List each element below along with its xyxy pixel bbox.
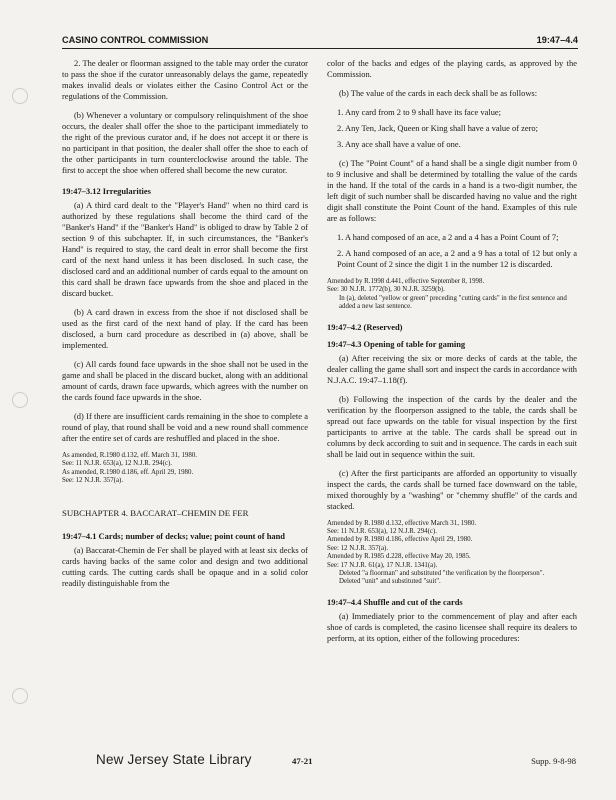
- header-title: CASINO CONTROL COMMISSION: [62, 35, 209, 45]
- punch-hole-mark: [12, 688, 28, 704]
- paragraph: 2. The dealer or floorman assigned to the table may order the curator to pass the shoe if the curator unreasonably delays the game, repeatedly makes invalid deals or violates either the Casino Control Act or the regulations of the Commission.: [62, 58, 308, 101]
- paragraph: (a) Baccarat-Chemin de Fer shall be played with at least six decks of cards having backs of the same color and design and two additional cutting cards. The cutting cards shall be opaque and in a solid color readily distinguishable from the: [62, 544, 308, 588]
- note-line: Amended by R.1980 d.186, effective April 29, 1980.: [327, 536, 473, 544]
- paragraph: (b) Following the inspection of the cards by the dealer and the verification by the floorperson assigned to the table, the cards shall be spread out face upwards on the table for visual inspection by the first participants to arrive at the table. The cards shall be spread out in columns by deck according to suit and in sequence. The cards in each suit shall be laid out in sequence within the suit.: [327, 393, 577, 459]
- note-line: Amended by R.1980 d.132, effective March 31, 1980.: [327, 519, 477, 527]
- section-heading: 19:47–4.4 Shuffle and cut of the cards: [327, 596, 463, 607]
- paragraph: (b) Whenever a voluntary or compulsory relinquishment of the shoe occurs, the dealer shall offer the shoe to the participant immediately to the right of the previous curator and, if he does not accept it or there is no participant in that position, the dealer shall offer the shoe to each of the other participants in turn counterclockwise around the table. The first to accept the shoe when offered shall become the new curator.: [62, 110, 308, 175]
- paragraph: (c) All cards found face upwards in the shoe shall not be used in the game and shall be placed in the discard bucket, along with an additional amount of cards, drawn face upwards, which agrees with the number on the cards found face upwards in the shoe.: [62, 359, 308, 402]
- paragraph: (a) After receiving the six or more decks of cards at the table, the dealer calling the game shall sort and inspect the cards in accordance with N.J.A.C. 19:47–1.18(f).: [327, 352, 577, 385]
- section-heading: 19:47–4.3 Opening of table for gaming: [327, 338, 466, 349]
- note-line: See: 12 N.J.R. 357(a).: [62, 477, 124, 485]
- section-heading: 19:47–3.12 Irregularities: [62, 186, 151, 196]
- left-column: [62, 58, 308, 597]
- library-watermark: New Jersey State Library: [96, 752, 252, 767]
- note-line: Amended by R.1985 d.228, effective May 20, 1985.: [327, 553, 471, 561]
- list-item: 2. A hand composed of an ace, a 2 and a 9 has a total of 12 but only a Point Count of 2 since the digit 1 in the number 12 is discarded.: [337, 248, 577, 269]
- note-line: See: 11 N.J.R. 653(a), 12 N.J.R. 294(c).: [327, 528, 437, 536]
- list-item: 2. Any Ten, Jack, Queen or King shall have a value of zero;: [337, 123, 538, 133]
- history-note: [62, 452, 308, 486]
- list-item: 3. Any ace shall have a value of one.: [337, 139, 461, 149]
- section-heading: 19:47–4.1 Cards; number of decks; value; point count of hand: [62, 530, 285, 541]
- page-footer: [0, 752, 616, 772]
- note-line: See: 30 N.J.R. 1772(b), 30 N.J.R. 3259(b).: [327, 286, 445, 294]
- note-line: See: 17 N.J.R. 61(a), 17 N.J.R. 1341(a).: [327, 561, 438, 569]
- paragraph: (c) The "Point Count" of a hand shall be a single digit number from 0 to 9 inclusive and shall be determined by totalling the value of the cards in the hand. If the total of the cards in a hand is a two-digit number, the left digit of such number shall be discarded having no value and the right digit shall constitute the Point Count of the hand. Examples of this rule are as follows:: [327, 158, 577, 223]
- paragraph: (b) The value of the cards in each deck shall be as follows:: [339, 88, 538, 98]
- section-heading: 19:47–4.2 (Reserved): [327, 321, 403, 332]
- note-line: Deleted "unit" and substituted "suit".: [339, 578, 441, 586]
- paragraph: color of the backs and edges of the playing cards, as approved by the Commission.: [327, 58, 577, 79]
- paragraph: (a) A third card dealt to the "Player's Hand" when no third card is authorized by these regulations shall become the third card of the "Banker's Hand" if the "Banker's Hand" is obliged to draw by Table 2 of section 9 of this subchapter. If, in such circumstances, the "Banker's Hand" is required to stay, the card dealt in error shall become the first card of the next hand unless it has been disclosed. In such case, the disclosed card and an additional number of cards equal to the amount on this card shall be drawn face upwards from the shoe and placed in the discard bucket.: [62, 200, 308, 298]
- list-item: 1. A hand composed of an ace, a 2 and a 4 has a Point Count of 7;: [337, 232, 559, 242]
- subchapter-heading: SUBCHAPTER 4. BACCARAT–CHEMIN DE FER: [62, 507, 249, 518]
- history-note: [327, 278, 577, 312]
- paragraph: (d) If there are insufficient cards remaining in the shoe to complete a round of play, that round shall be void and a new round shall commence after the entire set of cards are reshuffled and placed in the shoe.: [62, 411, 308, 443]
- note-line: See: 11 N.J.R. 653(a), 12 N.J.R. 294(c).: [62, 460, 172, 468]
- note-line: As amended, R.1980 d.132, eff. March 31, 1980.: [62, 452, 197, 459]
- page-number: 47-21: [292, 756, 313, 766]
- list-item: 1. Any card from 2 to 9 shall have its face value;: [337, 107, 502, 117]
- right-column: [327, 58, 577, 652]
- note-line: See: 12 N.J.R. 357(a).: [327, 544, 389, 552]
- punch-hole-mark: [12, 88, 28, 104]
- history-note: [327, 520, 577, 587]
- supplement-date: Supp. 9-8-98: [531, 756, 576, 766]
- paragraph: (c) After the first participants are afforded an opportunity to visually inspect the cards, the cards shall be turned face downward on the table, mixed thoroughly by a "washing" or "chemmy shuffle" of the cards and stacked.: [327, 467, 577, 511]
- header-section: 19:47–4.4: [536, 35, 578, 45]
- punch-hole-mark: [12, 392, 28, 408]
- note-line: Amended by R.1998 d.441, effective September 8, 1998.: [327, 278, 485, 285]
- running-header: [62, 34, 578, 49]
- paragraph: (a) Immediately prior to the commencement of play and after each shoe of cards is completed, the casino licensee shall require its dealers to perform, at its option, either of the following procedures:: [327, 610, 577, 643]
- note-line: As amended, R.1980 d.186, eff. April 29, 1980.: [62, 468, 194, 476]
- note-line: Deleted "a floorman" and substituted "the verification by the floorperson".: [339, 570, 545, 578]
- note-line: In (a), deleted "yellow or green" preceding "cutting cards" in the first sentence and added a new last sentence.: [339, 294, 567, 311]
- paragraph: (b) A card drawn in excess from the shoe if not disclosed shall be used as the first card of the next hand of play. If the card has been disclosed, a burn card procedure as described in (a) above, shall be implemented.: [62, 307, 308, 350]
